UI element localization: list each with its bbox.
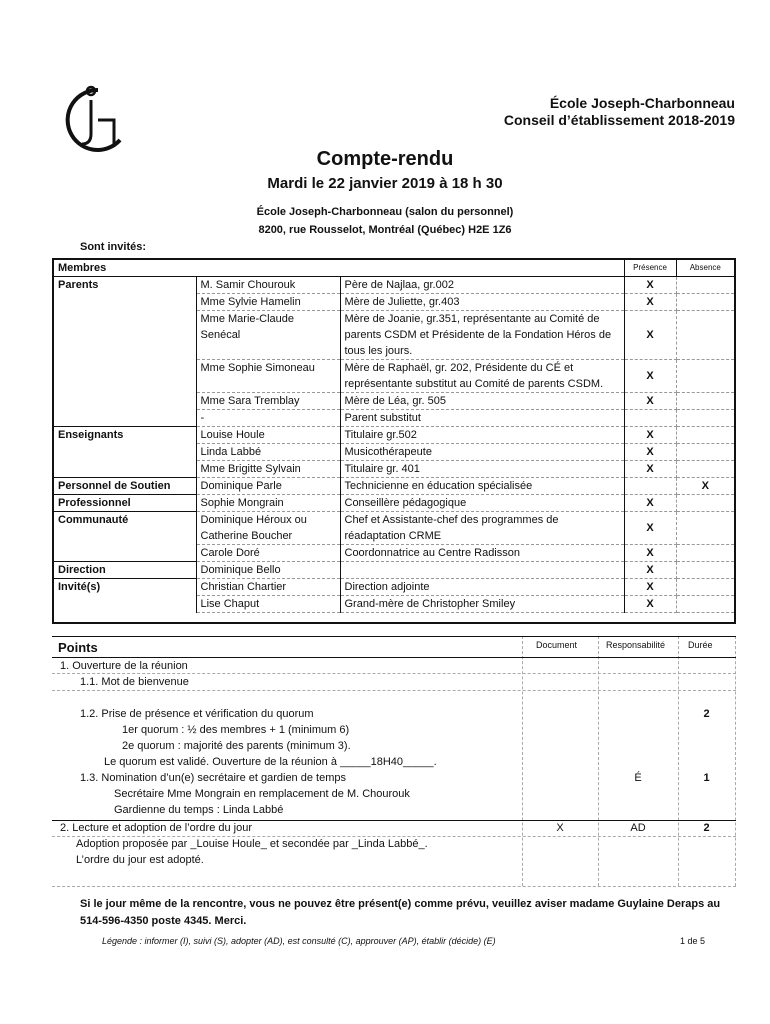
agenda-text: Gardienne du temps : Linda Labbé xyxy=(114,804,284,816)
legend: Légende : informer (I), suivi (S), adopter (AD), est consulté (C), approuver (AP), établir (décide) (E) xyxy=(102,936,496,946)
agenda-duree: 2 xyxy=(703,822,710,834)
member-presence: X xyxy=(624,311,676,360)
member-name: Dominique Héroux ou Catherine Boucher xyxy=(196,512,340,545)
member-name: Sophie Mongrain xyxy=(196,495,340,512)
member-role: Mère de Léa, gr. 505 xyxy=(340,393,624,410)
members-header: Membres xyxy=(54,260,624,277)
member-name: Carole Doré xyxy=(196,545,340,562)
member-role: Mère de Raphaël, gr. 202, Présidente du CÉ et représentante substitut au Comité de parents CSDM. xyxy=(340,360,624,393)
member-row xyxy=(54,311,734,360)
member-role: Grand-mère de Christopher Smiley xyxy=(340,596,624,613)
member-absence xyxy=(676,427,734,444)
agenda-rule xyxy=(52,657,736,658)
member-group xyxy=(54,311,196,360)
member-name: - xyxy=(196,410,340,427)
member-group: Invité(s) xyxy=(54,579,196,596)
member-name: Mme Sophie Simoneau xyxy=(196,360,340,393)
school-logo xyxy=(58,82,128,157)
member-role: Chef et Assistante-chef des programmes de réadaptation CRME xyxy=(340,512,624,545)
agenda-text: 1.3. Nomination d’un(e) secrétaire et gardien de temps xyxy=(80,772,346,784)
page-title: Compte-rendu xyxy=(316,148,454,170)
member-group xyxy=(54,545,196,562)
member-absence xyxy=(676,393,734,410)
member-name: Mme Marie-Claude Senécal xyxy=(196,311,340,360)
member-role: Technicienne en éducation spécialisée xyxy=(340,478,624,495)
absence-notice: Si le jour même de la rencontre, vous ne pouvez être présent(e) comme prévu, veuillez aviser madame Guylaine Deraps au 514-596-4350 poste 4345. Merci. xyxy=(80,898,721,927)
member-absence xyxy=(676,461,734,478)
member-row xyxy=(54,444,734,461)
member-name: Christian Chartier xyxy=(196,579,340,596)
member-group xyxy=(54,444,196,461)
member-absence xyxy=(676,294,734,311)
member-presence: X xyxy=(624,562,676,579)
member-absence xyxy=(676,495,734,512)
member-role: Titulaire gr.502 xyxy=(340,427,624,444)
member-presence: X xyxy=(624,427,676,444)
meeting-date: Mardi le 22 janvier 2019 à 18 h 30 xyxy=(267,175,503,192)
member-role: Mère de Joanie, gr.351, représentante au Comité de parents CSDM et Présidente de la Fondation Héros de tous les jours. xyxy=(340,311,624,360)
member-presence: X xyxy=(624,596,676,613)
location-line-2: 8200, rue Rousselot, Montréal (Québec) H2E 1Z6 xyxy=(258,224,512,236)
agenda-rule xyxy=(52,820,736,821)
member-absence xyxy=(676,512,734,545)
member-name: Linda Labbé xyxy=(196,444,340,461)
member-row xyxy=(54,360,734,393)
member-name: Dominique Bello xyxy=(196,562,340,579)
member-group: Enseignants xyxy=(54,427,196,444)
member-row xyxy=(54,545,734,562)
member-group: Professionnel xyxy=(54,495,196,512)
invited-label: Sont invités: xyxy=(80,241,147,253)
member-presence xyxy=(624,478,676,495)
member-absence: X xyxy=(676,478,734,495)
member-group xyxy=(54,410,196,427)
member-name: Dominique Parle xyxy=(196,478,340,495)
agenda-text: 1.2. Prise de présence et vérification du quorum xyxy=(80,708,314,720)
agenda-dashed-rule xyxy=(52,836,736,837)
member-group xyxy=(54,461,196,478)
member-name: M. Samir Chourouk xyxy=(196,277,340,294)
agenda-text: 1er quorum : ½ des membres + 1 (minimum 6) xyxy=(122,724,350,736)
member-row xyxy=(54,495,734,512)
member-group: Communauté xyxy=(54,512,196,545)
member-group: Parents xyxy=(54,277,196,294)
agenda-points xyxy=(52,636,736,886)
member-absence xyxy=(676,311,734,360)
agenda-text: 2. Lecture et adoption de l’ordre du jour xyxy=(60,822,253,834)
member-presence: X xyxy=(624,393,676,410)
member-role: Père de Najlaa, gr.002 xyxy=(340,277,624,294)
member-absence xyxy=(676,545,734,562)
agenda-duree: 2 xyxy=(703,708,710,720)
duree-header: Durée xyxy=(688,640,713,650)
member-presence: X xyxy=(624,461,676,478)
member-row xyxy=(54,461,734,478)
agenda-text: Secrétaire Mme Mongrain en remplacement de M. Chourouk xyxy=(114,788,410,800)
member-group: Direction xyxy=(54,562,196,579)
member-name: Lise Chaput xyxy=(196,596,340,613)
member-group xyxy=(54,393,196,410)
absence-header: Absence xyxy=(676,260,734,277)
presence-header: Présence xyxy=(624,260,676,277)
agenda-resp: AD xyxy=(630,822,646,834)
member-absence xyxy=(676,360,734,393)
agenda-rule xyxy=(52,636,736,637)
member-presence: X xyxy=(624,545,676,562)
member-role: Direction adjointe xyxy=(340,579,624,596)
member-name: Mme Brigitte Sylvain xyxy=(196,461,340,478)
school-name: École Joseph-Charbonneau xyxy=(549,95,735,111)
member-row xyxy=(54,512,734,545)
member-presence: X xyxy=(624,579,676,596)
agenda-text: Le quorum est validé. Ouverture de la réunion à _____18H40_____. xyxy=(104,756,437,768)
member-absence xyxy=(676,579,734,596)
agenda-document: X xyxy=(556,822,564,834)
agenda-duree: 1 xyxy=(703,772,710,784)
member-presence: X xyxy=(624,495,676,512)
council-title: Conseil d’établissement 2018-2019 xyxy=(503,112,735,128)
members-table xyxy=(52,258,736,624)
member-absence xyxy=(676,562,734,579)
agenda-dashed-rule xyxy=(52,690,736,691)
member-role: Mère de Juliette, gr.403 xyxy=(340,294,624,311)
member-row xyxy=(54,478,734,495)
member-absence xyxy=(676,596,734,613)
agenda-dashed-rule xyxy=(52,886,736,887)
agenda-text: 2e quorum : majorité des parents (minimum 3). xyxy=(122,740,351,752)
member-row xyxy=(54,427,734,444)
member-role: Parent substitut xyxy=(340,410,624,427)
member-presence xyxy=(624,410,676,427)
member-absence xyxy=(676,410,734,427)
member-role: Musicothérapeute xyxy=(340,444,624,461)
member-absence xyxy=(676,444,734,461)
document-header: Document xyxy=(536,640,578,650)
member-presence: X xyxy=(624,277,676,294)
member-group xyxy=(54,294,196,311)
location-line-1: École Joseph-Charbonneau (salon du personnel) xyxy=(256,206,514,218)
member-row xyxy=(54,294,734,311)
member-role: Coordonnatrice au Centre Radisson xyxy=(340,545,624,562)
member-role xyxy=(340,562,624,579)
agenda-text: Adoption proposée par _Louise Houle_ et secondée par _Linda Labbé_. xyxy=(76,838,428,850)
member-role: Titulaire gr. 401 xyxy=(340,461,624,478)
member-presence: X xyxy=(624,294,676,311)
member-row xyxy=(54,393,734,410)
member-name: Mme Sylvie Hamelin xyxy=(196,294,340,311)
member-role: Conseillère pédagogique xyxy=(340,495,624,512)
member-group xyxy=(54,596,196,613)
member-presence: X xyxy=(624,444,676,461)
member-name: Mme Sara Tremblay xyxy=(196,393,340,410)
member-presence: X xyxy=(624,360,676,393)
agenda-dashed-rule xyxy=(52,673,736,674)
member-row xyxy=(54,410,734,427)
responsabilite-header: Responsabilité xyxy=(606,640,666,650)
agenda-text: 1.1. Mot de bienvenue xyxy=(80,676,189,688)
member-group xyxy=(54,360,196,393)
member-absence xyxy=(676,277,734,294)
agenda-text: L’ordre du jour est adopté. xyxy=(76,854,204,866)
points-header: Points xyxy=(58,640,98,655)
agenda-text: 1. Ouverture de la réunion xyxy=(60,660,188,672)
page-number: 1 de 5 xyxy=(680,936,706,946)
member-row xyxy=(54,562,734,579)
agenda-resp: É xyxy=(634,772,642,784)
member-name: Louise Houle xyxy=(196,427,340,444)
member-row xyxy=(54,579,734,596)
member-group: Personnel de Soutien xyxy=(54,478,196,495)
member-row xyxy=(54,277,734,294)
member-row xyxy=(54,596,734,613)
member-presence: X xyxy=(624,512,676,545)
